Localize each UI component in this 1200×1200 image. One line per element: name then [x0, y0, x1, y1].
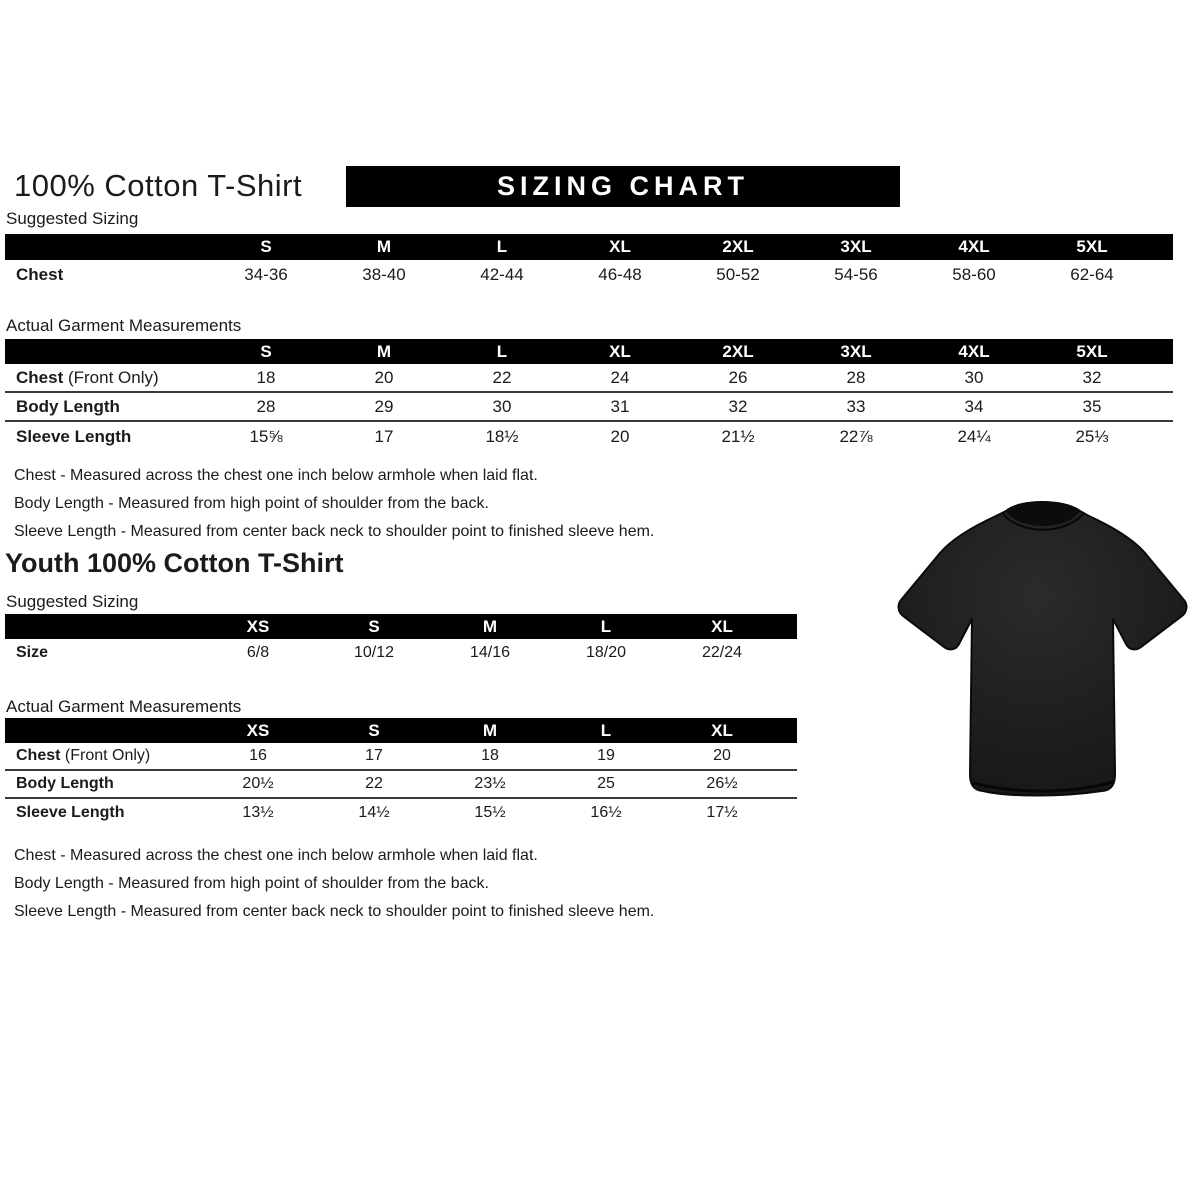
- table-row: [5, 422, 1173, 451]
- table-row: [5, 639, 797, 667]
- table-cell: 21½: [721, 426, 755, 446]
- table-header-row: [5, 339, 1173, 364]
- size-column-header: S: [368, 616, 380, 636]
- table-cell: 38-40: [362, 265, 406, 284]
- table-cell: 42-44: [480, 265, 524, 284]
- table-cell: 18: [256, 367, 276, 387]
- size-column-header: L: [496, 341, 508, 361]
- table-cell: 18: [481, 747, 499, 764]
- table-cell: 22/24: [701, 644, 743, 661]
- table-cell: 30: [492, 396, 512, 416]
- size-column-header: 2XL: [722, 237, 754, 256]
- adult-actual-measurements-table: [5, 339, 1173, 451]
- size-column-header: S: [260, 237, 272, 256]
- table-cell: 62-64: [1070, 265, 1114, 284]
- table-cell: 22: [492, 367, 512, 387]
- table-cell: 15½: [474, 804, 506, 821]
- size-column-header: M: [482, 616, 498, 636]
- table-cell: 25⅓: [1075, 426, 1109, 446]
- adult-suggested-sizing-label: Suggested Sizing: [6, 209, 139, 228]
- table-cell: 19: [597, 747, 615, 764]
- youth-section-title: Youth 100% Cotton T-Shirt: [5, 548, 344, 578]
- table-cell: 20: [610, 426, 630, 446]
- size-column-header: 3XL: [840, 237, 872, 256]
- table-cell: 13½: [242, 804, 274, 821]
- table-cell: 20½: [242, 775, 274, 792]
- table-cell: 20: [374, 367, 394, 387]
- note-chest: Chest - Measured across the chest one inch below armhole when laid flat.: [14, 467, 538, 484]
- row-label: Body Length: [16, 396, 120, 416]
- youth-measurement-notes: [14, 842, 654, 926]
- youth-actual-measurements-table: [5, 718, 797, 827]
- table-cell: 26½: [706, 775, 738, 792]
- size-column-header: M: [376, 237, 392, 256]
- table-cell: 24: [610, 367, 630, 387]
- row-label: Sleeve Length: [16, 426, 132, 446]
- row-label: Sleeve Length: [16, 804, 125, 821]
- table-cell: 26: [728, 367, 748, 387]
- size-column-header: 5XL: [1076, 237, 1108, 256]
- size-column-header: S: [260, 341, 272, 361]
- table-cell: 35: [1082, 396, 1102, 416]
- size-column-header: L: [600, 720, 612, 740]
- youth-suggested-sizing-table: [5, 614, 797, 667]
- row-label: Chest (Front Only): [16, 747, 151, 764]
- adult-actual-measurements-label: Actual Garment Measurements: [6, 316, 242, 335]
- note-sleeve-length: Sleeve Length - Measured from center back neck to shoulder point to finished sleeve hem.: [14, 903, 655, 920]
- table-cell: 54-56: [834, 265, 878, 284]
- table-header-row: [5, 718, 797, 743]
- tshirt-body: [899, 502, 1187, 796]
- table-cell: 14/16: [469, 644, 511, 661]
- table-cell: 10/12: [353, 644, 395, 661]
- table-row: [5, 393, 1173, 422]
- table-cell: 14½: [358, 804, 390, 821]
- row-label: Body Length: [16, 775, 114, 792]
- size-column-header: 5XL: [1076, 341, 1108, 361]
- size-column-header: M: [482, 720, 498, 740]
- size-column-header: 4XL: [958, 237, 990, 256]
- table-cell: 17: [365, 747, 383, 764]
- size-column-header: XS: [246, 720, 270, 740]
- size-column-header: XL: [609, 341, 631, 361]
- size-column-header: 4XL: [958, 341, 990, 361]
- table-cell: 18/20: [585, 644, 627, 661]
- table-cell: 24¼: [957, 426, 991, 446]
- note-body-length: Body Length - Measured from high point of shoulder from the back.: [14, 495, 489, 512]
- adult-suggested-sizing-table: [5, 234, 1173, 290]
- table-cell: 50-52: [716, 265, 760, 284]
- table-row: [5, 771, 797, 799]
- table-cell: 31: [610, 396, 630, 416]
- tshirt-image: [890, 490, 1200, 808]
- sizing-chart-banner: SIZING CHART: [346, 166, 900, 207]
- table-cell: 17½: [706, 804, 738, 821]
- table-header-row: [5, 614, 797, 639]
- table-cell: 28: [846, 367, 866, 387]
- table-row: [5, 799, 797, 827]
- size-column-header: L: [496, 237, 508, 256]
- youth-suggested-sizing-label: Suggested Sizing: [6, 592, 139, 611]
- table-header-row: [5, 234, 1173, 260]
- table-row: [5, 364, 1173, 393]
- table-cell: 30: [964, 367, 984, 387]
- table-cell: 6/8: [246, 644, 270, 661]
- table-cell: 34-36: [244, 265, 288, 284]
- table-cell: 28: [256, 396, 276, 416]
- page-title: 100% Cotton T-Shirt: [14, 168, 303, 203]
- note-sleeve-length: Sleeve Length - Measured from center back neck to shoulder point to finished sleeve hem.: [14, 523, 655, 540]
- table-cell: 25: [597, 775, 615, 792]
- table-row: [5, 743, 797, 771]
- row-label: Chest (Front Only): [16, 367, 159, 387]
- table-cell: 34: [964, 396, 984, 416]
- note-chest: Chest - Measured across the chest one inch below armhole when laid flat.: [14, 847, 538, 864]
- table-cell: 15⅝: [249, 426, 283, 446]
- row-label: Size: [16, 644, 49, 661]
- size-column-header: S: [368, 720, 380, 740]
- table-cell: 32: [728, 396, 748, 416]
- table-cell: 16: [249, 747, 267, 764]
- table-cell: 17: [374, 426, 394, 446]
- table-cell: 18½: [485, 426, 519, 446]
- youth-actual-measurements-label: Actual Garment Measurements: [6, 697, 242, 716]
- table-cell: 32: [1082, 367, 1102, 387]
- table-cell: 33: [846, 396, 866, 416]
- table-cell: 23½: [474, 775, 506, 792]
- size-column-header: 2XL: [722, 341, 754, 361]
- size-column-header: L: [600, 616, 612, 636]
- table-cell: 20: [713, 747, 731, 764]
- table-cell: 29: [374, 396, 394, 416]
- table-cell: 58-60: [952, 265, 996, 284]
- black-tshirt-graphic: [890, 490, 1200, 808]
- table-cell: 22: [365, 775, 383, 792]
- table-cell: 22⅞: [839, 426, 873, 446]
- note-body-length: Body Length - Measured from high point of shoulder from the back.: [14, 875, 489, 892]
- table-cell: 16½: [590, 804, 622, 821]
- size-column-header: 3XL: [840, 341, 872, 361]
- size-column-header: XL: [711, 616, 733, 636]
- table-cell: 46-48: [598, 265, 642, 284]
- size-column-header: XL: [711, 720, 733, 740]
- table-row: [5, 260, 1173, 290]
- size-column-header: XL: [609, 237, 631, 256]
- adult-measurement-notes: [14, 462, 654, 546]
- size-column-header: M: [376, 341, 392, 361]
- size-column-header: XS: [246, 616, 270, 636]
- row-label: Chest: [16, 265, 64, 284]
